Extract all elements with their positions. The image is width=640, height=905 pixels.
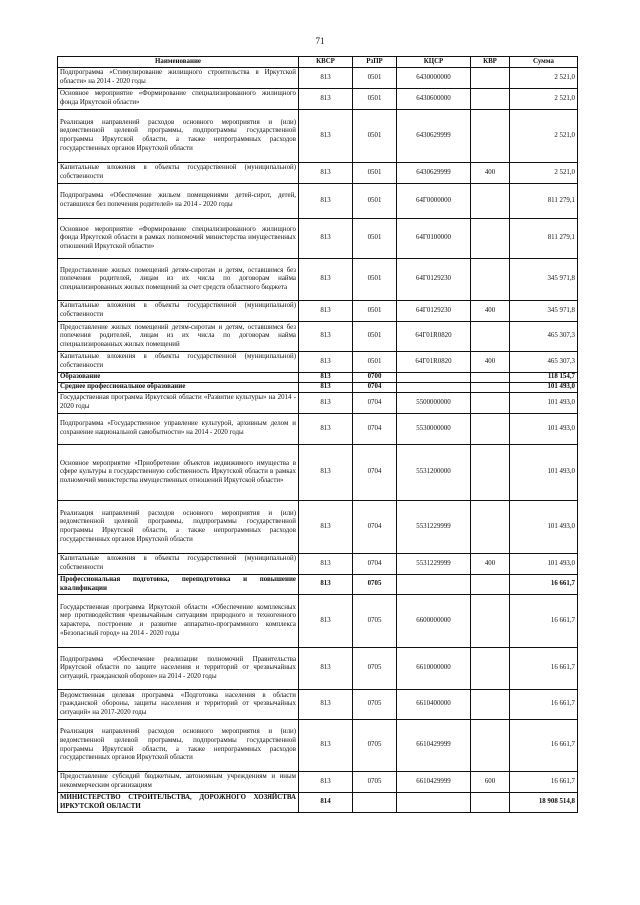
cell-kcsr: 6610429999 (397, 720, 471, 772)
cell-rzpr: 0705 (353, 690, 397, 720)
cell-kvr: 400 (471, 554, 510, 575)
cell-sum: 345 971,8 (510, 301, 578, 322)
cell-kvsr: 813 (299, 259, 353, 301)
cell-name: Основное мероприятие «Приобретение объектов недвижимого имущества в сфере культуры в государственную собственность Иркутской области в рамках полномочий министерства имущественных отношений Иркутской области» (58, 445, 299, 501)
cell-kcsr (397, 575, 471, 595)
cell-kvr (471, 414, 510, 445)
cell-sum: 465 307,3 (510, 352, 578, 373)
cell-kcsr (397, 373, 471, 383)
cell-kcsr: 6600000000 (397, 595, 471, 648)
cell-kvr: 600 (471, 772, 510, 793)
cell-kvsr: 813 (299, 501, 353, 554)
cell-name: Капитальные вложения в объекты государственной (муниципальной) собственности (58, 352, 299, 373)
cell-name: Профессиональная подготовка, переподготовка и повышение квалификации (58, 575, 299, 595)
cell-name: Капитальные вложения в объекты государственной (муниципальной) собственности (58, 554, 299, 575)
cell-rzpr: 0501 (353, 68, 397, 89)
table-header-row (58, 57, 578, 68)
cell-kcsr: 64Г0000000 (397, 184, 471, 219)
cell-kvsr: 813 (299, 690, 353, 720)
cell-sum: 118 154,7 (510, 373, 578, 383)
cell-name: Предоставление субсидий бюджетным, автономным учреждениям и иным некоммерческим организациям (58, 772, 299, 793)
cell-sum: 811 279,1 (510, 184, 578, 219)
cell-kvr (471, 322, 510, 352)
cell-rzpr: 0501 (353, 110, 397, 163)
cell-kvsr: 813 (299, 393, 353, 414)
cell-kcsr: 5531200000 (397, 445, 471, 501)
cell-kvr (471, 445, 510, 501)
cell-rzpr: 0501 (353, 352, 397, 373)
cell-name: Ведомственная целевая программа «Подготовка населения в области гражданской обороны, защиты населения и территорий от чрезвычайных ситуаций» на 2017-2020 годы (58, 690, 299, 720)
cell-kvsr: 813 (299, 110, 353, 163)
cell-rzpr: 0501 (353, 163, 397, 184)
table-row (58, 301, 578, 322)
table-row (58, 793, 578, 813)
cell-kvr (471, 793, 510, 813)
cell-kvr (471, 690, 510, 720)
cell-sum: 345 971,8 (510, 259, 578, 301)
cell-sum: 16 661,7 (510, 720, 578, 772)
cell-rzpr: 0501 (353, 301, 397, 322)
table-row (58, 322, 578, 352)
cell-kvsr: 813 (299, 383, 353, 393)
table-row (58, 690, 578, 720)
cell-name: Предоставление жилых помещений детям-сиротам и детям, оставшимся без попечения родителей, лицам из их числа по договорам найма специализированных жилых помещений за счет средств областного бюджета (58, 259, 299, 301)
cell-kvr (471, 259, 510, 301)
cell-sum: 18 908 514,8 (510, 793, 578, 813)
cell-sum: 101 493,0 (510, 383, 578, 393)
cell-sum: 16 661,7 (510, 772, 578, 793)
cell-name: Реализация направлений расходов основного мероприятия и (или) ведомственной целевой программы, подпрограммы государственной программы Иркутской области, а также непрограммных расходов государственных органов Иркутской области (58, 110, 299, 163)
cell-kvr (471, 575, 510, 595)
table-row (58, 554, 578, 575)
cell-kvr (471, 219, 510, 259)
cell-sum: 16 661,7 (510, 648, 578, 690)
header-kcsr: КЦСР (397, 57, 471, 68)
table-body (58, 68, 578, 813)
cell-sum: 101 493,0 (510, 414, 578, 445)
cell-name: Подпрограмма «Государственное управление культурой, архивным делом и сохранение национальной самобытности» на 2014 - 2020 годы (58, 414, 299, 445)
cell-name: Образование (58, 373, 299, 383)
cell-kcsr: 6430629999 (397, 163, 471, 184)
cell-name: Капитальные вложения в объекты государственной (муниципальной) собственности (58, 301, 299, 322)
cell-rzpr (353, 793, 397, 813)
cell-kvsr: 813 (299, 352, 353, 373)
header-rzpr: РзПР (353, 57, 397, 68)
cell-sum: 16 661,7 (510, 690, 578, 720)
table-row (58, 383, 578, 393)
cell-name: Государственная программа Иркутской области «Обеспечение комплексных мер противодействия чрезвычайным ситуациям природного и техногенного характера, построение и развитие аппаратно-программного комплекса «Безопасный город» на 2014 - 2020 годы (58, 595, 299, 648)
cell-kvr (471, 373, 510, 383)
cell-kvr: 400 (471, 301, 510, 322)
cell-kvsr: 813 (299, 772, 353, 793)
cell-kvr (471, 89, 510, 110)
cell-kcsr: 64Г01R0820 (397, 322, 471, 352)
header-name: Наименование (58, 57, 299, 68)
table-row (58, 89, 578, 110)
cell-rzpr: 0501 (353, 89, 397, 110)
table-row (58, 595, 578, 648)
cell-kcsr: 6610400000 (397, 690, 471, 720)
cell-kcsr: 5500000000 (397, 393, 471, 414)
cell-kvsr: 813 (299, 163, 353, 184)
cell-rzpr: 0705 (353, 595, 397, 648)
cell-sum: 811 279,1 (510, 219, 578, 259)
cell-kcsr: 6430629999 (397, 110, 471, 163)
cell-kvr: 400 (471, 352, 510, 373)
cell-kvr (471, 393, 510, 414)
cell-rzpr: 0704 (353, 554, 397, 575)
table-row (58, 68, 578, 89)
cell-sum: 16 661,7 (510, 595, 578, 648)
table-row (58, 575, 578, 595)
cell-name: Среднее профессиональное образование (58, 383, 299, 393)
cell-sum: 16 661,7 (510, 575, 578, 595)
table-row (58, 501, 578, 554)
table-row (58, 414, 578, 445)
cell-kvr (471, 110, 510, 163)
cell-kcsr: 64Г01R0820 (397, 352, 471, 373)
cell-name: Предоставление жилых помещений детям-сиротам и детям, оставшимся без попечения родителей, лицам из их числа по договорам найма специализированных жилых помещений (58, 322, 299, 352)
cell-sum: 2 521,0 (510, 110, 578, 163)
cell-rzpr: 0705 (353, 575, 397, 595)
cell-kvsr: 813 (299, 68, 353, 89)
cell-kvr (471, 720, 510, 772)
header-kvsr: КВСР (299, 57, 353, 68)
table-row (58, 648, 578, 690)
cell-kvsr: 814 (299, 793, 353, 813)
cell-kcsr: 64Г0100000 (397, 219, 471, 259)
cell-name: Реализация направлений расходов основного мероприятия и (или) ведомственной целевой программы, подпрограммы государственной программы Иркутской области, а также непрограммных расходов государственных органов Иркутской области (58, 501, 299, 554)
cell-sum: 2 521,0 (510, 163, 578, 184)
cell-name: Подпрограмма «Обеспечение реализации полномочий Правительства Иркутской области по защите населения и территорий от чрезвычайных ситуаций, гражданской обороне» на 2014 - 2020 годы (58, 648, 299, 690)
cell-rzpr: 0501 (353, 184, 397, 219)
cell-rzpr: 0704 (353, 445, 397, 501)
cell-kvsr: 813 (299, 219, 353, 259)
budget-table (57, 56, 578, 813)
cell-kvsr: 813 (299, 445, 353, 501)
cell-kvsr: 813 (299, 720, 353, 772)
cell-sum: 2 521,0 (510, 89, 578, 110)
cell-rzpr: 0704 (353, 383, 397, 393)
cell-rzpr: 0704 (353, 414, 397, 445)
cell-kvr (471, 595, 510, 648)
table-row (58, 720, 578, 772)
table-row (58, 219, 578, 259)
cell-sum: 465 307,3 (510, 322, 578, 352)
cell-kvr (471, 383, 510, 393)
table-row (58, 184, 578, 219)
table-row (58, 772, 578, 793)
cell-kcsr: 6430000000 (397, 68, 471, 89)
table-row (58, 352, 578, 373)
cell-kvsr: 813 (299, 554, 353, 575)
table-row (58, 163, 578, 184)
cell-name: Реализация направлений расходов основного мероприятия и (или) ведомственной целевой программы, подпрограммы государственной программы Иркутской области, а также непрограммных расходов государственных органов Иркутской области (58, 720, 299, 772)
cell-name: Капитальные вложения в объекты государственной (муниципальной) собственности (58, 163, 299, 184)
cell-kvsr: 813 (299, 414, 353, 445)
cell-name: Государственная программа Иркутской области «Развитие культуры» на 2014 - 2020 годы (58, 393, 299, 414)
cell-name: Подпрограмма «Обеспечение жильем помещениями детей-сирот, детей, оставшихся без попечения родителей» на 2014 - 2020 годы (58, 184, 299, 219)
cell-name: МИНИСТЕРСТВО СТРОИТЕЛЬСТВА, ДОРОЖНОГО ХОЗЯЙСТВА ИРКУТСКОЙ ОБЛАСТИ (58, 793, 299, 813)
cell-name: Основное мероприятие «Формирование специализированного жилищного фонда Иркутской области в рамках полномочий министерства имущественных отношений Иркутской области» (58, 219, 299, 259)
cell-kcsr: 5530000000 (397, 414, 471, 445)
cell-rzpr: 0501 (353, 259, 397, 301)
cell-kcsr: 6610000000 (397, 648, 471, 690)
table-row (58, 259, 578, 301)
cell-kcsr: 5531229999 (397, 554, 471, 575)
cell-rzpr: 0705 (353, 720, 397, 772)
cell-rzpr: 0705 (353, 648, 397, 690)
header-sum: Сумма (510, 57, 578, 68)
cell-rzpr: 0704 (353, 393, 397, 414)
cell-kcsr: 64Г0129230 (397, 301, 471, 322)
cell-kvr (471, 68, 510, 89)
cell-rzpr: 0704 (353, 501, 397, 554)
cell-kvsr: 813 (299, 648, 353, 690)
table-row (58, 393, 578, 414)
cell-kcsr: 6610429999 (397, 772, 471, 793)
cell-rzpr: 0501 (353, 322, 397, 352)
cell-sum: 101 493,0 (510, 445, 578, 501)
table-row (58, 110, 578, 163)
cell-sum: 2 521,0 (510, 68, 578, 89)
cell-rzpr: 0501 (353, 219, 397, 259)
cell-kvr: 400 (471, 163, 510, 184)
cell-rzpr: 0700 (353, 373, 397, 383)
cell-kcsr: 64Г0129230 (397, 259, 471, 301)
cell-kcsr: 6430600000 (397, 89, 471, 110)
cell-kvsr: 813 (299, 301, 353, 322)
cell-name: Основное мероприятие «Формирование специализированного жилищного фонда Иркутской области» (58, 89, 299, 110)
cell-kvsr: 813 (299, 184, 353, 219)
cell-kcsr: 5531229999 (397, 501, 471, 554)
cell-sum: 101 493,0 (510, 501, 578, 554)
cell-kvr (471, 648, 510, 690)
page-number: 71 (315, 36, 325, 46)
cell-sum: 101 493,0 (510, 554, 578, 575)
table-row (58, 373, 578, 383)
cell-kcsr (397, 793, 471, 813)
cell-kvsr: 813 (299, 575, 353, 595)
cell-kvsr: 813 (299, 373, 353, 383)
cell-kcsr (397, 383, 471, 393)
cell-sum: 101 493,0 (510, 393, 578, 414)
table-row (58, 445, 578, 501)
cell-kvr (471, 501, 510, 554)
header-kvr: КВР (471, 57, 510, 68)
cell-kvr (471, 184, 510, 219)
cell-kvsr: 813 (299, 322, 353, 352)
cell-name: Подпрограмма «Стимулирование жилищного строительства в Иркутской области» на 2014 - 2020 годы (58, 68, 299, 89)
cell-kvsr: 813 (299, 595, 353, 648)
cell-rzpr: 0705 (353, 772, 397, 793)
cell-kvsr: 813 (299, 89, 353, 110)
